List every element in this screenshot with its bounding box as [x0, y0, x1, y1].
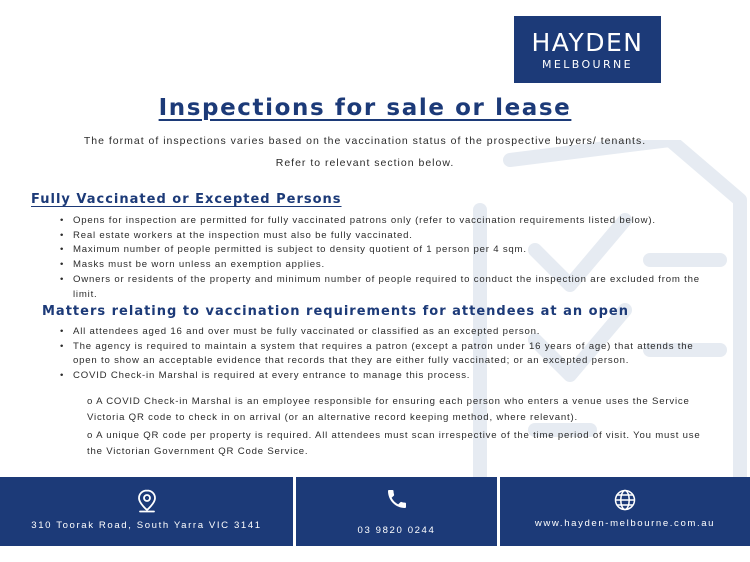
footer-phone: [296, 477, 497, 546]
phone-icon: [385, 487, 409, 511]
footer-address: [0, 477, 293, 546]
section-heading-requirements: Matters relating to vaccination requirements for attendees at an open: [42, 304, 629, 319]
globe-icon: [614, 489, 636, 511]
list-item: • All attendees aged 16 and over must be fully vaccinated or classified as an excepted person.: [60, 325, 710, 340]
footer-phone-text[interactable]: 03 9820 0244: [357, 525, 436, 536]
footer-website: [500, 477, 750, 546]
page-title: [0, 95, 730, 121]
logo-line-1: HAYDEN: [531, 28, 644, 57]
vaccinated-list: [60, 214, 710, 302]
hayden-melbourne-logo: [514, 16, 661, 83]
intro-text-1: The format of inspections varies based on the vaccination status of the prospective buyers/ tenants.: [83, 135, 647, 147]
list-item: • Real estate workers at the inspection must also be fully vaccinated.: [60, 229, 710, 244]
list-item: • COVID Check-in Marshal is required at every entrance to manage this process.: [60, 369, 710, 384]
section-heading-vaccinated: Fully Vaccinated or Excepted Persons: [31, 192, 342, 207]
requirements-list: [60, 325, 710, 384]
list-item: • The agency is required to maintain a system that requires a patron (except a patron under 16 years of age) that attends the open to show an acceptable evidence that records that they are either fully vaccinated; or an excepted person.: [60, 340, 710, 369]
footer-address-text: 310 Toorak Road, South Yarra VIC 3141: [31, 520, 262, 531]
sub-item-qr-code: o A unique QR code per property is required. All attendees must scan irrespective of the time period of visit. You must use the Victorian Government QR Code Service.: [87, 430, 701, 457]
sub-item-marshal: o A COVID Check-in Marshal is an employee responsible for ensuring each person who enters a venue uses the Service Victoria QR code to check in on arrival (or an alternative record keeping method, where relevant).: [87, 396, 690, 423]
intro-text-2: Refer to relevant section below.: [275, 157, 455, 169]
footer-website-link[interactable]: www.hayden-melbourne.com.au: [534, 518, 716, 529]
list-item: • Opens for inspection are permitted for fully vaccinated patrons only (refer to vaccination requirements listed below).: [60, 214, 710, 229]
location-pin-icon: [137, 489, 157, 513]
list-item: • Masks must be worn unless an exemption applies.: [60, 258, 710, 273]
list-item: • Owners or residents of the property and minimum number of people required to conduct the inspection are excluded from the limit.: [60, 273, 710, 302]
list-item: • Maximum number of people permitted is subject to density quotient of 1 person per 4 sqm.: [60, 243, 710, 258]
footer-contact-bar: [0, 477, 750, 546]
page-title-text: Inspections for sale or lease: [158, 95, 572, 121]
logo-line-2: MELBOURNE: [541, 58, 634, 71]
